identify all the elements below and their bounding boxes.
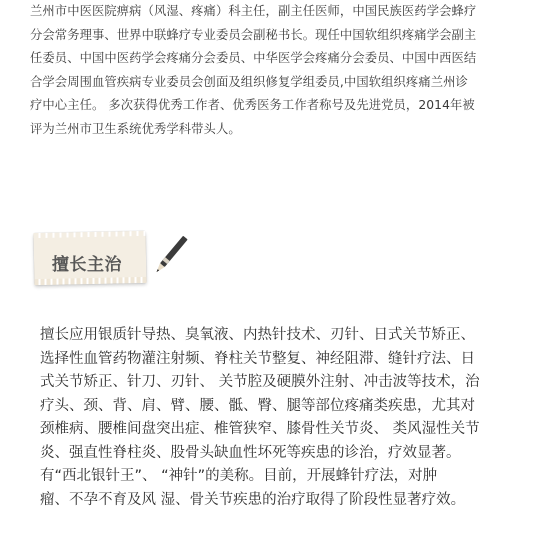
bio-line: 合学会周围血管疾病专业委员会创面及组织修复学组委员,中国软组织疼痛兰州诊 (30, 74, 468, 89)
section-title: 擅长主治 (52, 255, 122, 275)
specialty-line: 炎、强直性脊柱炎、股骨头缺血性坏死等疾患的诊治，疗效显著。 (40, 444, 461, 461)
specialty-line: 式关节矫正、针刀、刃针、 关节腔及硬膜外注射、冲击波等技术，治 (40, 374, 480, 390)
specialties-text (40, 324, 540, 512)
specialty-line: 擅长应用银质针导热、臭氧液、内热针技术、刃针、日式关节矫正、 (40, 327, 475, 343)
specialty-line: 疗头、颈、背、肩、臂、腰、骶、臀、腿等部位疼痛类疾患，尤其对 (40, 397, 475, 414)
pen-icon (150, 230, 190, 282)
bio-text (30, 0, 536, 141)
bio-line: 分会常务理事、世界中联蜂疗专业委员会副秘书长。现任中国软组织疼痛学会副主 (30, 27, 477, 42)
bio-line: 疗中心主任。 多次获得优秀工作者、优秀医务工作者称号及先进党员，2014年被 (30, 98, 475, 112)
specialty-line: 选择性血管药物灌注射频、脊柱关节整复、神经阻滞、缝针疗法、日 (40, 350, 475, 367)
bio-line: 兰州市中医医院痹病（风湿、疼痛）科主任，副主任医师，中国民族医药学会蜂疗 (30, 4, 477, 18)
specialty-line: 有“西北银针王”、 “神针”的美称。目前，开展蜂针疗法，对肿 (40, 468, 438, 484)
section-tag (30, 226, 180, 292)
specialty-line: 瘤、不孕不育及风 湿、骨关节疾患的治疗取得了阶段性显著疗效。 (40, 491, 466, 508)
bio-line: 任委员、中国中医药学会疼痛分会委员、中华医学会疼痛分会委员、中国中西医结 (30, 51, 477, 65)
bio-line: 评为兰州市卫生系统优秀学科带头人。 (30, 121, 241, 136)
specialty-line: 颈椎病、腰椎间盘突出症、椎管狭窄、膝骨性关节炎、 类风湿性关节 (40, 421, 480, 437)
